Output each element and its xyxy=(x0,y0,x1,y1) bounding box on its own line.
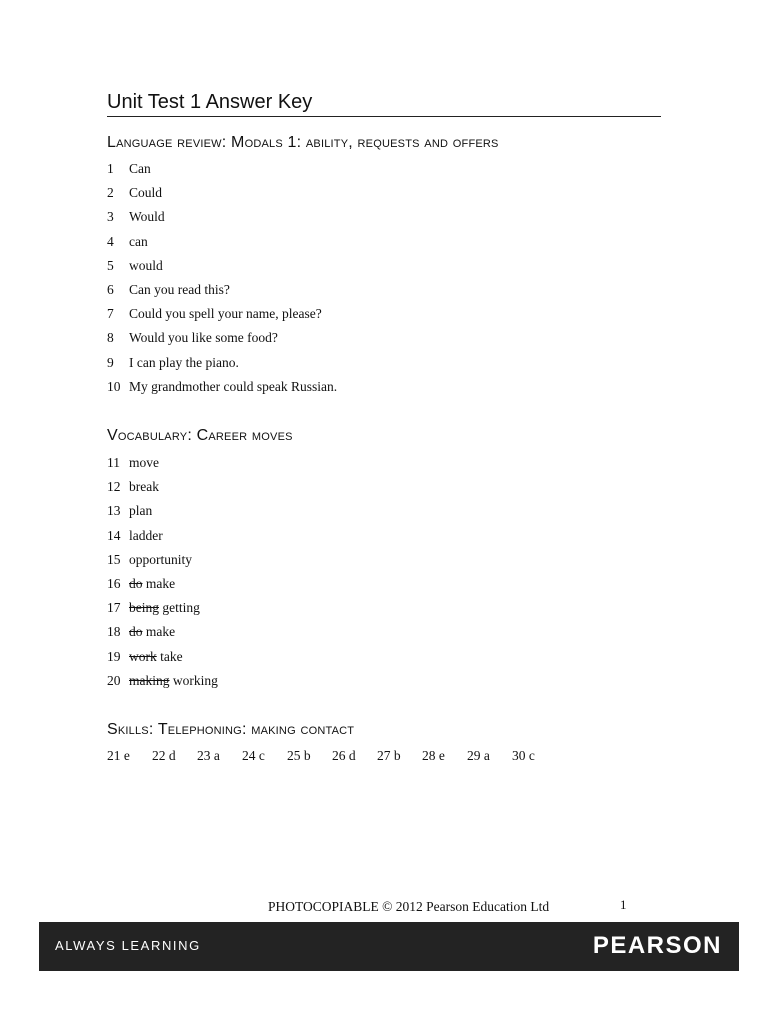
item-number: 8 xyxy=(107,330,114,346)
skills-answer: 29 a xyxy=(467,748,490,763)
item-answer: break xyxy=(129,479,159,495)
list-item xyxy=(107,205,337,229)
vocabulary-answer-list xyxy=(107,451,218,693)
publisher-logo: PEARSON xyxy=(592,932,722,959)
list-item xyxy=(107,157,337,181)
list-item xyxy=(107,596,218,620)
item-number: 19 xyxy=(107,648,121,664)
list-item xyxy=(107,572,218,596)
skills-answer: 26 d xyxy=(332,748,356,763)
item-number: 17 xyxy=(107,600,121,616)
section-heading-language-review: Language review: Modals 1: ability, requests and offers xyxy=(107,134,499,151)
skills-answer: 28 e xyxy=(422,748,445,763)
list-item xyxy=(107,548,218,572)
list-item xyxy=(107,375,337,399)
item-answer: move xyxy=(129,455,159,470)
list-item xyxy=(107,351,337,375)
struck-word: being xyxy=(129,600,159,616)
item-answer: make xyxy=(145,575,176,591)
item-answer: would xyxy=(129,257,163,273)
list-item xyxy=(107,302,337,326)
item-answer: make xyxy=(145,624,176,640)
skills-answer: 27 b xyxy=(377,748,401,763)
skills-answer: 23 a xyxy=(197,748,220,763)
skills-answer: 21 e xyxy=(107,748,130,763)
struck-word: work xyxy=(129,648,157,664)
item-number: 11 xyxy=(107,455,120,470)
item-answer: ladder xyxy=(129,527,163,543)
list-item xyxy=(107,645,218,669)
list-item xyxy=(107,278,337,302)
item-answer: take xyxy=(160,648,183,664)
page-number: 1 xyxy=(620,897,627,912)
item-answer: getting xyxy=(162,600,200,616)
item-answer: Could xyxy=(129,185,163,201)
section-heading-skills: Skills: Telephoning: making contact xyxy=(107,721,355,738)
item-answer: Would you like some food? xyxy=(129,330,278,346)
skills-answer: 22 d xyxy=(152,748,176,763)
item-number: 15 xyxy=(107,551,121,567)
list-item xyxy=(107,475,218,499)
struck-word: do xyxy=(129,575,143,591)
item-number: 16 xyxy=(107,575,121,591)
page-title: Unit Test 1 Answer Key xyxy=(107,89,661,117)
item-answer: working xyxy=(172,672,218,688)
item-answer: opportunity xyxy=(129,551,192,567)
item-number: 18 xyxy=(107,624,121,640)
item-answer: My grandmother could speak Russian. xyxy=(129,378,338,394)
item-answer: can xyxy=(129,233,148,249)
item-answer: I can play the piano. xyxy=(129,354,239,370)
item-number: 20 xyxy=(107,672,121,688)
list-item xyxy=(107,620,218,644)
publisher-banner xyxy=(39,922,739,971)
section-heading-vocabulary: Vocabulary: Career moves xyxy=(107,427,293,444)
skills-answer: 25 b xyxy=(287,748,311,763)
language-review-answer-list xyxy=(107,157,337,399)
skills-answer-row xyxy=(107,746,557,766)
item-number: 6 xyxy=(107,281,114,297)
list-item xyxy=(107,499,218,523)
struck-word: do xyxy=(129,624,143,640)
struck-word: making xyxy=(129,672,170,688)
item-number: 9 xyxy=(107,354,114,370)
copyright-notice: PHOTOCOPIABLE © 2012 Pearson Education Ltd xyxy=(268,899,550,914)
item-number: 1 xyxy=(107,161,114,176)
item-number: 4 xyxy=(107,233,114,249)
item-number: 7 xyxy=(107,306,114,322)
item-answer: Could you spell your name, please? xyxy=(129,306,322,322)
item-number: 14 xyxy=(107,527,121,543)
item-number: 12 xyxy=(107,479,121,495)
item-number: 13 xyxy=(107,503,121,519)
item-number: 5 xyxy=(107,257,114,273)
item-number: 3 xyxy=(107,209,114,225)
item-answer: plan xyxy=(129,503,153,519)
list-item xyxy=(107,181,337,205)
list-item xyxy=(107,254,337,278)
item-number: 10 xyxy=(107,378,121,394)
skills-answer: 24 c xyxy=(242,748,265,763)
banner-tagline: ALWAYS LEARNING xyxy=(55,938,201,953)
list-item xyxy=(107,326,337,350)
list-item xyxy=(107,669,218,693)
skills-answer: 30 c xyxy=(512,748,535,763)
list-item xyxy=(107,451,218,475)
item-number: 2 xyxy=(107,185,114,201)
item-answer: Can you read this? xyxy=(129,281,230,297)
item-answer: Would xyxy=(129,209,165,225)
list-item xyxy=(107,524,218,548)
item-answer: Can xyxy=(129,161,151,176)
list-item xyxy=(107,230,337,254)
